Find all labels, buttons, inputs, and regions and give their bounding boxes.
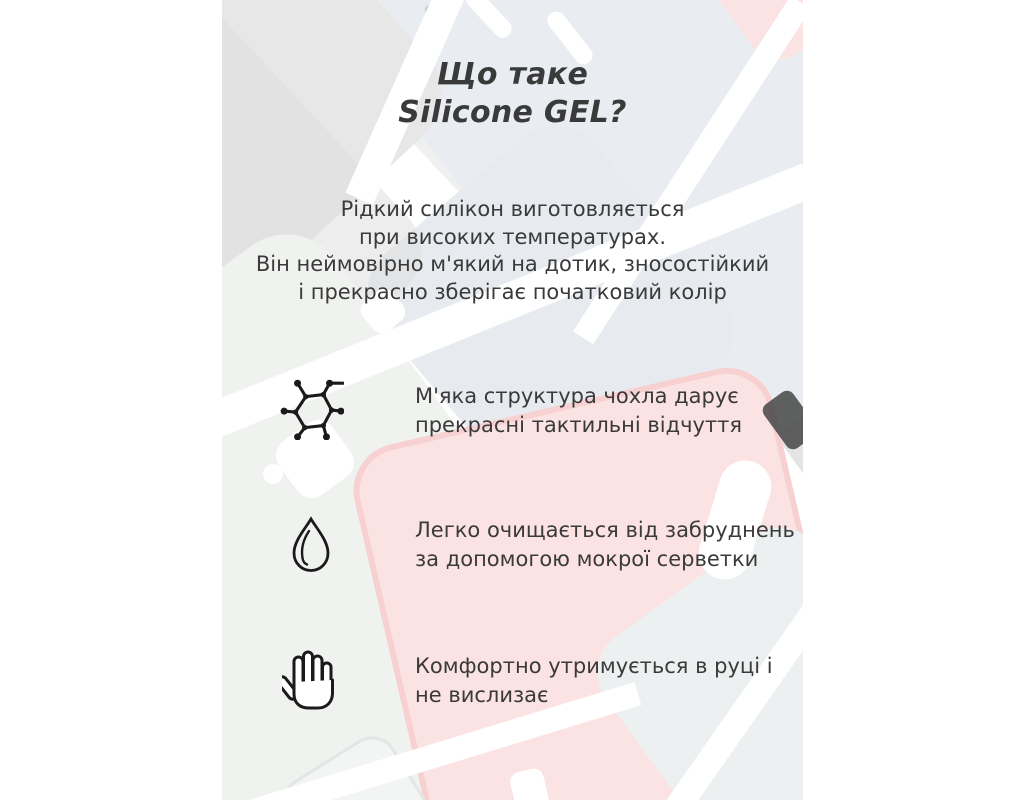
intro-line: Рідкий силікон виготовляється <box>340 197 685 221</box>
intro-line: при високих температурах. <box>358 224 667 249</box>
feature-line: Комфортно утримується в руці і <box>415 654 773 678</box>
feature-line: М'яка структура чохла дарує <box>415 384 739 408</box>
feature-line: не вислизає <box>415 683 549 707</box>
water-drop-icon <box>288 516 334 578</box>
intro-paragraph <box>222 196 803 306</box>
feature-text-comfort-grip <box>415 652 773 710</box>
molecule-icon <box>280 376 344 444</box>
feature-line: Легко очищається від забруднень <box>415 518 795 542</box>
feature-line: за допомогою мокрої серветки <box>415 547 759 571</box>
intro-line: і прекрасно зберігає початковий колір <box>298 279 727 304</box>
hand-icon <box>282 648 338 716</box>
intro-line: Він неймовірно м'який на дотик, зносостійкий <box>255 252 770 276</box>
page-title <box>222 56 803 132</box>
feature-line: прекрасні тактильні відчуття <box>415 413 743 437</box>
poster-content <box>222 0 803 800</box>
poster <box>222 0 803 800</box>
feature-text-soft-structure <box>415 382 742 440</box>
feature-text-easy-clean <box>415 516 795 574</box>
title-line-1: Що таке <box>436 57 589 92</box>
title-line-2: Silicone GEL? <box>398 95 627 130</box>
